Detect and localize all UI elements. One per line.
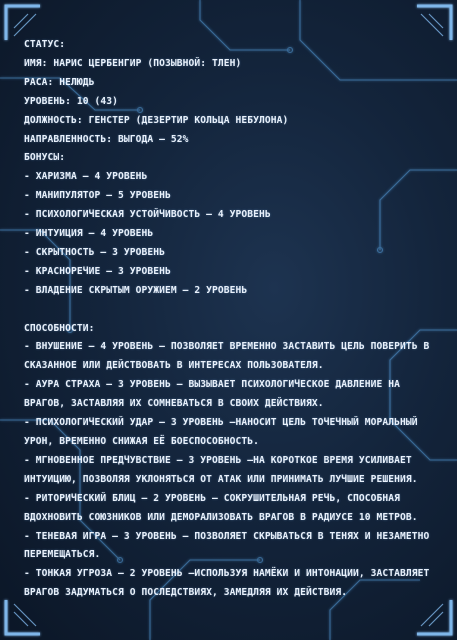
bonus-item: - ИНТУИЦИЯ — 4 УРОВЕНЬ xyxy=(24,228,154,240)
race-line: РАСА: НЕЛЮДЬ xyxy=(24,76,95,88)
level-line: УРОВЕНЬ: 10 (43) xyxy=(24,95,119,107)
bonus-item: - СКРЫТНОСТЬ — 3 УРОВЕНЬ xyxy=(24,246,166,258)
ability-item: - АУРА СТРАХА — 3 УРОВЕНЬ — ВЫЗЫВАЕТ ПСИХОЛОГИЧЕСКОЕ ДАВЛЕНИЕ НА ВРАГОВ, ЗАСТАВЛЯЯ ИХ СОМНЕВАТЬСЯ В СВОИХ ДЕЙСТВИЯХ. xyxy=(24,379,401,410)
position-line: ДОЛЖНОСТЬ: ГЕНСТЕР (ДЕЗЕРТИР КОЛЬЦА НЕБУЛОНА) xyxy=(24,114,289,126)
ability-item: - ПСИХОЛОГИЧЕСКИЙ УДАР — 3 УРОВЕНЬ —НАНОСИТ ЦЕЛЬ ТОЧЕЧНЫЙ МОРАЛЬНЫЙ УРОН, ВРЕМЕННО СНИЖАЯ ЕЁ БОЕСПОСОБНОСТЬ. xyxy=(24,417,418,448)
bonus-item: - ВЛАДЕНИЕ СКРЫТЫМ ОРУЖИЕМ — 2 УРОВЕНЬ xyxy=(24,284,248,296)
bonuses-heading: БОНУСЫ: xyxy=(24,152,66,164)
bonus-item: - ПСИХОЛОГИЧЕСКАЯ УСТОЙЧИВОСТЬ — 4 УРОВЕНЬ xyxy=(24,209,271,221)
alignment-line: НАПРАВЛЕННОСТЬ: ВЫГОДА — 52% xyxy=(24,133,189,145)
bonus-item: - КРАСНОРЕЧИЕ — 3 УРОВЕНЬ xyxy=(24,265,171,277)
ability-item: - МГНОВЕННОЕ ПРЕДЧУВСТВИЕ — 3 УРОВЕНЬ —НА КОРОТКОЕ ВРЕМЯ УСИЛИВАЕТ ИНТУИЦИЮ, ПОЗВОЛЯЯ УКЛОНЯТЬСЯ ОТ АТАК ИЛИ ПРИНИМАТЬ ЛУЧШИЕ РЕШЕНИЯ. xyxy=(24,454,418,485)
bonus-item: - МАНИПУЛЯТОР — 5 УРОВЕНЬ xyxy=(24,190,171,202)
ability-item: - ТОНКАЯ УГРОЗА — 2 УРОВЕНЬ —ИСПОЛЬЗУЯ НАМЁКИ И ИНТОНАЦИИ, ЗАСТАВЛЯЕТ ВРАГОВ ЗАДУМАТЬСЯ О ПОСЛЕДСТВИЯХ, ЗАМЕДЛЯЯ ИХ ДЕЙСТВИЯ. xyxy=(24,568,430,599)
section-spacer xyxy=(24,301,434,320)
status-sheet xyxy=(24,36,434,603)
name-line: ИМЯ: НАРИС ЦЕРБЕНГИР (ПОЗЫВНОЙ: ТЛЕН) xyxy=(24,57,242,69)
ability-item: - ВНУШЕНИЕ — 4 УРОВЕНЬ — ПОЗВОЛЯЕТ ВРЕМЕННО ЗАСТАВИТЬ ЦЕЛЬ ПОВЕРИТЬ В СКАЗАННОЕ ИЛИ ДЕЙСТВОВАТЬ В ИНТЕРЕСАХ ПОЛЬЗОВАТЕЛЯ. xyxy=(24,341,430,372)
bonus-item: - ХАРИЗМА — 4 УРОВЕНЬ xyxy=(24,171,148,183)
abilities-heading: СПОСОБНОСТИ: xyxy=(24,322,95,334)
ability-item: - РИТОРИЧЕСКИЙ БЛИЦ — 2 УРОВЕНЬ — СОКРУШИТЕЛЬНАЯ РЕЧЬ, СПОСОБНАЯ ВДОХНОВИТЬ СОЮЗНИКОВ ИЛИ ДЕМОРАЛИЗОВАТЬ ВРАГОВ В РАДИУСЕ 10 МЕТРОВ. xyxy=(24,492,418,523)
ability-item: - ТЕНЕВАЯ ИГРА — 3 УРОВЕНЬ — ПОЗВОЛЯЕТ СКРЫВАТЬСЯ В ТЕНЯХ И НЕЗАМЕТНО ПЕРЕМЕЩАТЬСЯ. xyxy=(24,530,430,561)
status-heading: СТАТУС: xyxy=(24,39,66,50)
